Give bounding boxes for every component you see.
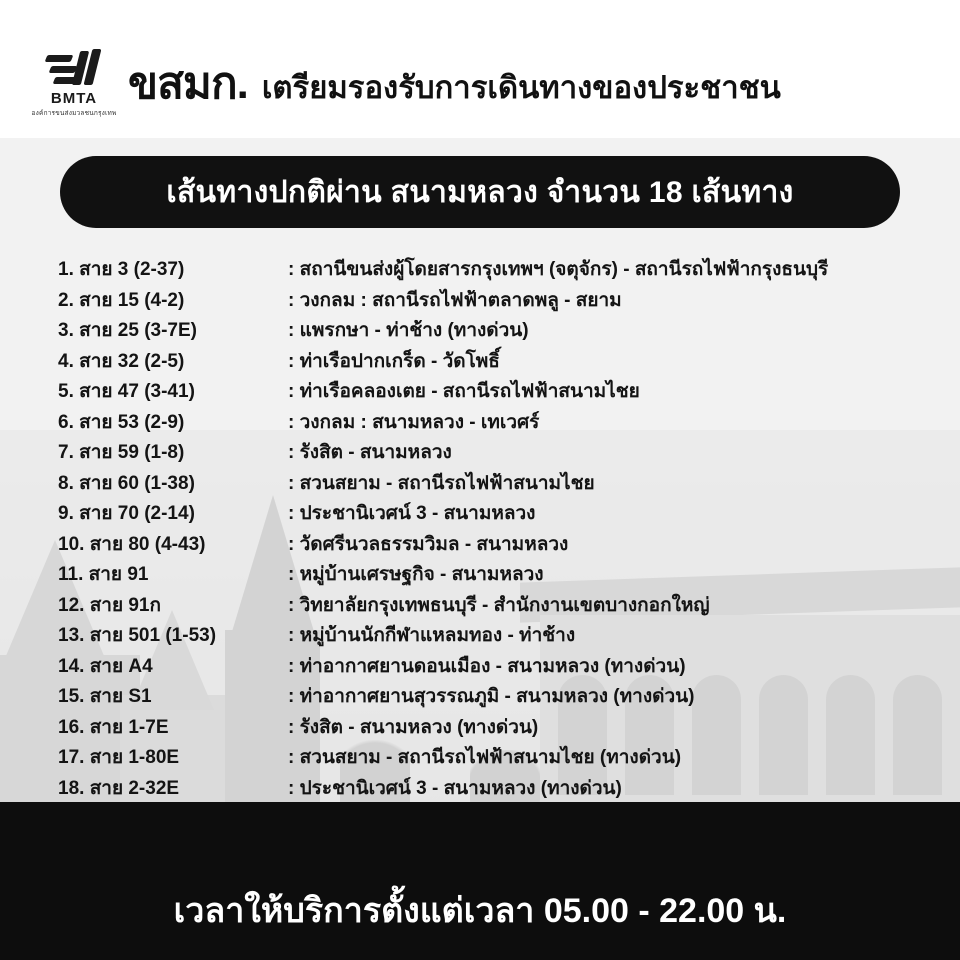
route-number: 2. สาย 15 (4-2): [58, 289, 185, 311]
service-hours: เวลาให้บริการตั้งแต่เวลา 05.00 - 22.00 น.: [173, 892, 787, 930]
logo-name: BMTA: [50, 89, 98, 107]
list-item: [58, 285, 960, 316]
list-item: [58, 315, 960, 346]
list-item: [58, 559, 960, 590]
route-number: 7. สาย 59 (1-8): [58, 442, 185, 463]
list-item: [58, 590, 960, 621]
route-description: : ประชานิเวศน์ 3 - สนามหลวง (ทางด่วน): [288, 777, 622, 799]
route-description: : วิทยาลัยกรุงเทพธนบุรี - สำนักงานเขตบางกอกใหญ่: [288, 594, 710, 616]
route-number: 11. สาย 91: [58, 564, 149, 585]
route-description: : ท่าเรือคลองเตย - สถานีรถไฟฟ้าสนามไชย: [288, 381, 640, 402]
route-number: 14. สาย A4: [58, 655, 153, 677]
header: [0, 0, 960, 138]
route-list: [0, 254, 960, 803]
list-item: [58, 651, 960, 682]
route-number: 12. สาย 91ก: [58, 594, 162, 616]
route-number: 9. สาย 70 (2-14): [58, 503, 195, 524]
list-item: [58, 498, 960, 529]
list-item: [58, 712, 960, 743]
list-item: [58, 407, 960, 438]
route-description: : ท่าเรือปากเกร็ด - วัดโพธิ์: [288, 350, 500, 372]
route-description: : ประชานิเวศน์ 3 - สนามหลวง: [288, 503, 536, 524]
logo-subtitle: องค์การขนส่งมวลชนกรุงเทพ: [31, 109, 117, 117]
list-item: [58, 529, 960, 560]
route-description: : วงกลม : สนามหลวง - เทเวศร์: [288, 411, 540, 433]
list-item: [58, 773, 960, 804]
bmta-logo: [28, 49, 120, 118]
list-item: [58, 681, 960, 712]
list-item: [58, 346, 960, 377]
route-number: 3. สาย 25 (3-7E): [58, 320, 198, 341]
list-item: [58, 468, 960, 499]
banner: [60, 156, 900, 228]
footer-divider: [0, 802, 960, 860]
route-description: : แพรกษา - ท่าช้าง (ทางด่วน): [288, 320, 529, 341]
route-description: : สวนสยาม - สถานีรถไฟฟ้าสนามไชย (ทางด่วน): [288, 747, 682, 768]
header-tagline: เตรียมรองรับการเดินทางของประชาชน: [261, 70, 781, 105]
route-description: : รังสิต - สนามหลวง: [288, 442, 452, 463]
brand-name-th: ขสมก.: [128, 59, 248, 108]
route-description: : ท่าอากาศยานดอนเมือง - สนามหลวง (ทางด่วน): [288, 655, 686, 677]
route-number: 4. สาย 32 (2-5): [58, 350, 185, 372]
page-title: [128, 48, 781, 118]
route-description: : ท่าอากาศยานสุวรรณภูมิ - สนามหลวง (ทางด่วน): [288, 686, 695, 707]
route-number: 17. สาย 1-80E: [58, 747, 180, 768]
route-description: : สถานีขนส่งผู้โดยสารกรุงเทพฯ (จตุจักร) - สถานีรถไฟฟ้ากรุงธนบุรี: [288, 259, 829, 280]
route-number: 8. สาย 60 (1-38): [58, 472, 195, 494]
route-number: 15. สาย S1: [58, 686, 152, 707]
route-description: : หมู่บ้านเศรษฐกิจ - สนามหลวง: [288, 564, 544, 585]
route-number: 1. สาย 3 (2-37): [58, 259, 185, 280]
list-item: [58, 254, 960, 285]
list-item: [58, 742, 960, 773]
route-number: 13. สาย 501 (1-53): [58, 625, 217, 646]
route-number: 6. สาย 53 (2-9): [58, 411, 185, 433]
route-number: 16. สาย 1-7E: [58, 716, 169, 738]
bmta-logo-icon: [44, 49, 104, 87]
route-description: : สวนสยาม - สถานีรถไฟฟ้าสนามไชย: [288, 472, 595, 494]
route-number: 5. สาย 47 (3-41): [58, 381, 195, 402]
route-description: : วงกลม : สถานีรถไฟฟ้าตลาดพลู - สยาม: [288, 289, 622, 311]
list-item: [58, 376, 960, 407]
list-item: [58, 437, 960, 468]
route-description: : หมู่บ้านนักกีฬาแหลมทอง - ท่าช้าง: [288, 625, 576, 646]
banner-title: เส้นทางปกติผ่าน สนามหลวง จำนวน 18 เส้นทาง: [166, 175, 794, 209]
route-number: 18. สาย 2-32E: [58, 777, 180, 799]
route-number: 10. สาย 80 (4-43): [58, 533, 206, 555]
route-description: : วัดศรีนวลธรรมวิมล - สนามหลวง: [288, 533, 569, 555]
route-description: : รังสิต - สนามหลวง (ทางด่วน): [288, 716, 539, 738]
footer: [0, 860, 960, 960]
list-item: [58, 620, 960, 651]
